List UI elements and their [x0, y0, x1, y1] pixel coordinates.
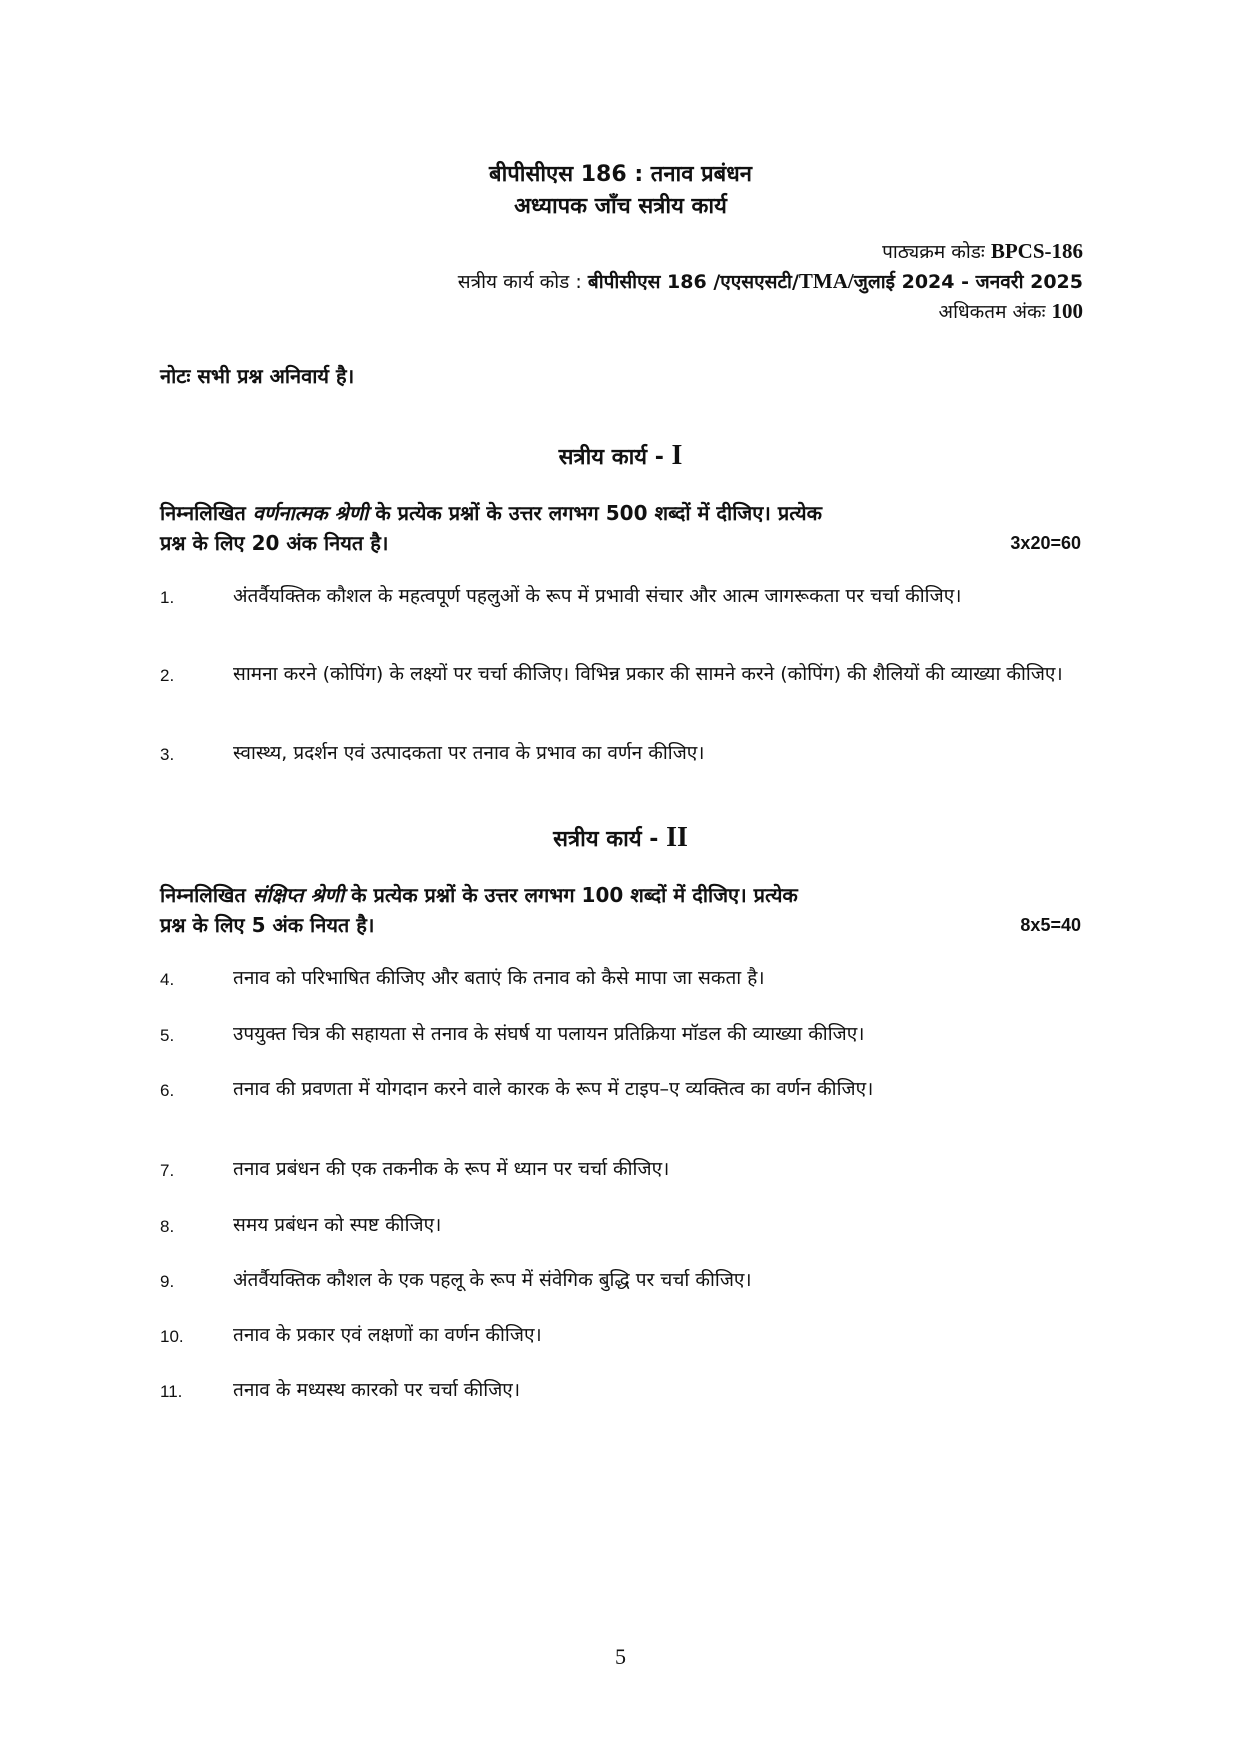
question-number: 11. [160, 1382, 183, 1401]
section-1-roman: I [671, 440, 683, 471]
question-text: सामना करने (कोपिंग) के लक्ष्यों पर चर्चा कीजिए। विभिन्न प्रकार की सामने करने (कोपिंग) की शैलियों की व्याख्या कीजिए। [233, 663, 1063, 685]
question-item [160, 658, 1081, 690]
section-1-instr-line2: प्रश्न के लिए 20 अंक नियत है। [160, 531, 389, 555]
question-number: 8. [160, 1217, 175, 1236]
question-number: 7. [160, 1161, 175, 1180]
question-number: 1. [160, 588, 175, 607]
section-2-roman: II [666, 822, 688, 853]
question-item [160, 1153, 1081, 1185]
section-1-instr-b: के प्रत्येक प्रश्नों के उत्तर लगभग 500 शब्दों में दीजिए। प्रत्येक [375, 501, 822, 525]
question-text: तनाव के प्रकार एवं लक्षणों का वर्णन कीजिए। [233, 1324, 542, 1346]
course-code-line [882, 238, 1083, 264]
question-item [160, 962, 1081, 994]
question-text: अंतर्वैयक्तिक कौशल के एक पहलू के रूप में संवेगिक बुद्धि पर चर्चा कीजिए। [233, 1269, 752, 1291]
assignment-code-part1: बीपीसीएस 186 /एएसएसटी/ [587, 271, 799, 293]
note: नोटः सभी प्रश्न अनिवार्य है। [160, 364, 355, 388]
section-1-heading [0, 440, 1241, 472]
question-text: तनाव के मध्यस्थ कारको पर चर्चा कीजिए। [233, 1379, 521, 1401]
course-code: BPCS-186 [990, 239, 1083, 263]
question-item [160, 580, 1081, 612]
question-item [160, 1209, 1081, 1241]
section-1-marks: 3x20=60 [1010, 533, 1081, 553]
question-text: समय प्रबंधन को स्पष्ट कीजिए। [233, 1214, 442, 1236]
question-number: 10. [160, 1327, 184, 1346]
question-number: 2. [160, 666, 175, 685]
document-subtitle: अध्यापक जाँच सत्रीय कार्य [514, 194, 727, 219]
question-text: तनाव की प्रवणता में योगदान करने वाले कारक के रूप में टाइप–ए व्यक्तित्व का वर्णन कीजिए। [233, 1078, 874, 1100]
section-2-instructions [160, 880, 1081, 940]
question-text: तनाव प्रबंधन की एक तकनीक के रूप में ध्यान पर चर्चा कीजिए। [233, 1158, 670, 1180]
question-number: 6. [160, 1081, 175, 1100]
question-number: 9. [160, 1272, 175, 1291]
max-marks: 100 [1051, 299, 1083, 323]
course-code-label: पाठ्यक्रम कोडः [882, 241, 985, 263]
section-2-instr-italic: संक्षिप्त श्रेणी [252, 883, 345, 907]
assignment-code-label: सत्रीय कार्य कोड : [457, 271, 582, 293]
assignment-code-part2: TMA/ [798, 269, 854, 293]
section-2-instr-line2: प्रश्न के लिए 5 अंक नियत है। [160, 913, 375, 937]
question-number: 5. [160, 1026, 175, 1045]
question-item [160, 1018, 1081, 1050]
assignment-code-line [458, 268, 1083, 294]
max-marks-line [939, 298, 1083, 324]
section-2-marks: 8x5=40 [1020, 915, 1081, 935]
section-2-instr-a: निम्नलिखित [160, 883, 246, 907]
section-2-instr-b: के प्रत्येक प्रश्नों के उत्तर लगभग 100 शब्दों में दीजिए। प्रत्येक [351, 883, 798, 907]
document-title: बीपीसीएस 186 : तनाव प्रबंधन [489, 162, 752, 187]
question-text: तनाव को परिभाषित कीजिए और बताएं कि तनाव को कैसे मापा जा सकता है। [233, 967, 765, 989]
question-item [160, 1374, 1081, 1406]
page-number: 5 [615, 1644, 626, 1669]
section-1-instr-italic: वर्णनात्मक श्रेणी [252, 501, 369, 525]
max-marks-label: अधिकतम अंकः [938, 301, 1046, 323]
section-2-heading-text: सत्रीय कार्य - [553, 827, 659, 852]
question-text: अंतर्वैयक्तिक कौशल के महत्वपूर्ण पहलुओं के रूप में प्रभावी संचार और आत्म जागरूकता पर चर्चा कीजिए। [233, 585, 962, 607]
question-text: उपयुक्त चित्र की सहायता से तनाव के संघर्ष या पलायन प्रतिक्रिया मॉडल की व्याख्या कीजिए। [233, 1023, 865, 1045]
question-number: 3. [160, 745, 175, 764]
section-1-heading-text: सत्रीय कार्य - [558, 445, 664, 470]
section-1-instructions [160, 498, 1081, 558]
question-item [160, 1319, 1081, 1351]
question-number: 4. [160, 970, 175, 989]
question-text: स्वास्थ्य, प्रदर्शन एवं उत्पादकता पर तनाव के प्रभाव का वर्णन कीजिए। [233, 742, 705, 764]
section-2-heading [0, 822, 1241, 854]
assignment-code-part3: जुलाई 2024 - जनवरी 2025 [853, 271, 1083, 293]
section-1-instr-a: निम्नलिखित [160, 501, 246, 525]
question-item [160, 1073, 1081, 1105]
question-item [160, 1264, 1081, 1296]
question-item [160, 737, 1081, 769]
